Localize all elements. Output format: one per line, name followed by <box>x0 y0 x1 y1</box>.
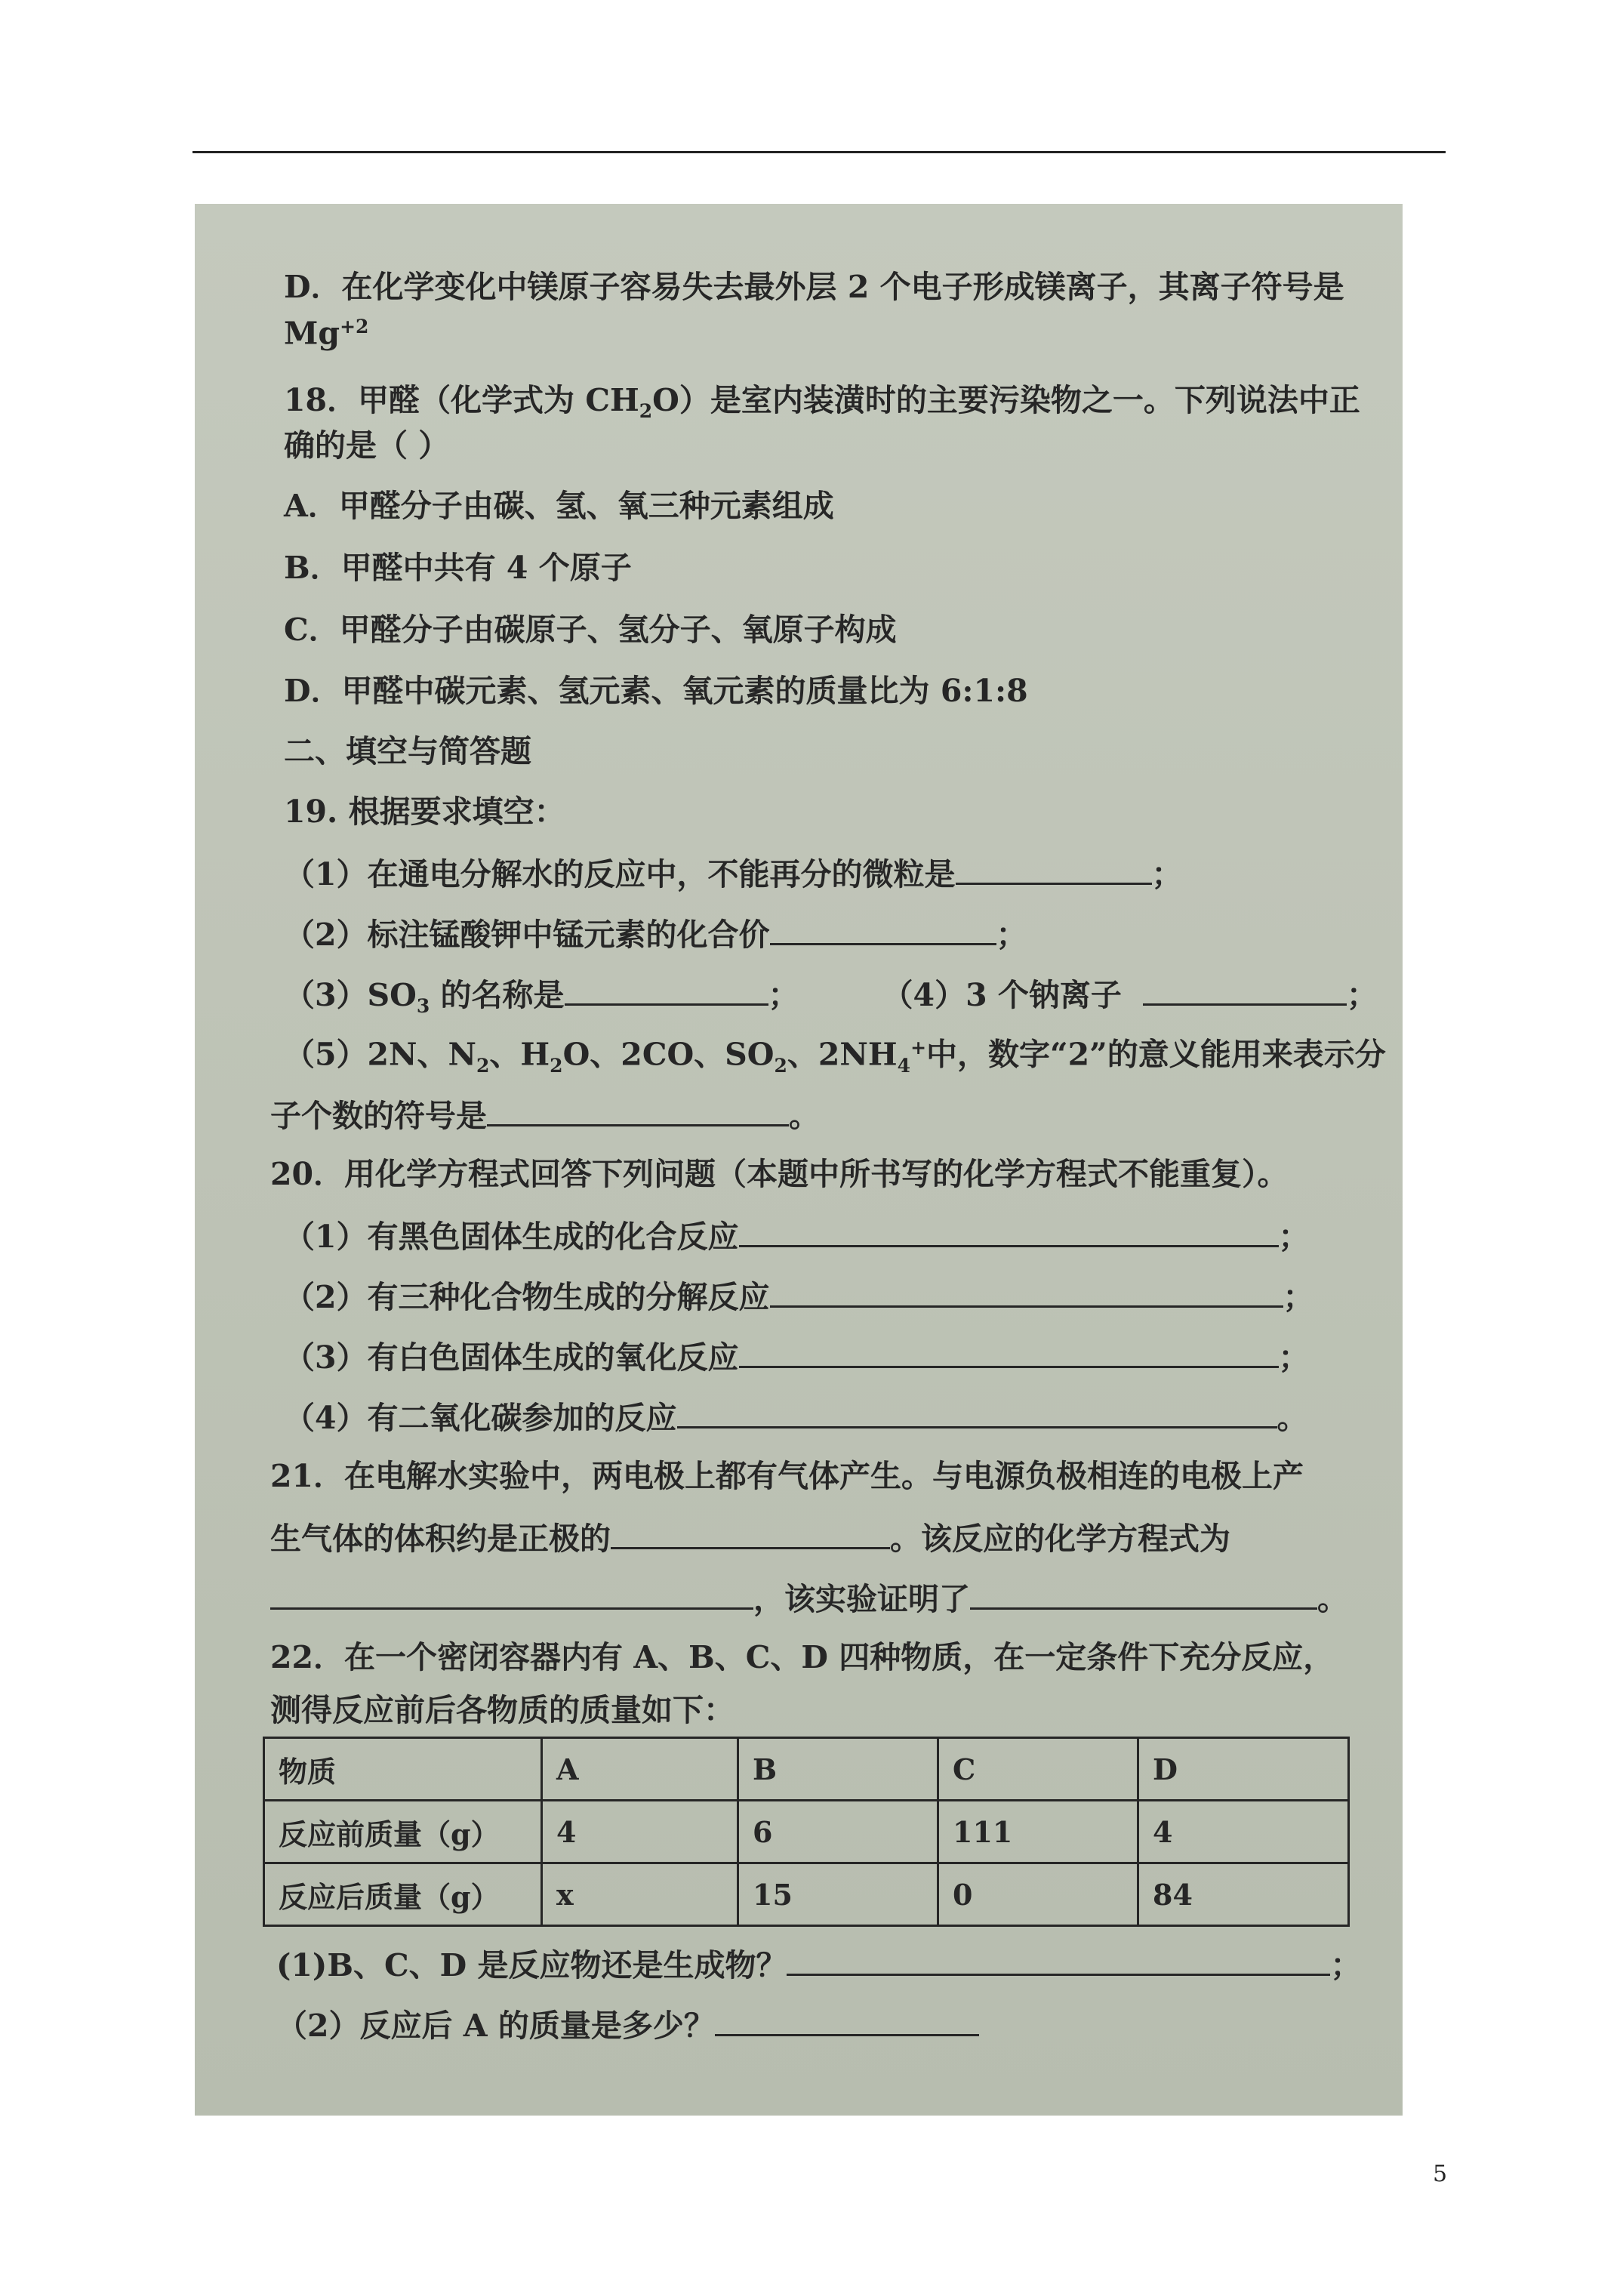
q18-option-c: C．甲醛分子由碳原子、氢分子、氧原子构成 <box>284 612 897 648</box>
q18-option-a: A．甲醛分子由碳、氢、氧三种元素组成 <box>284 488 834 524</box>
answer-blank[interactable] <box>487 1099 789 1126</box>
section-heading: 二、填空与简答题 <box>284 733 531 769</box>
table-cell: 6 <box>738 1801 938 1863</box>
table-cell: B <box>738 1738 938 1801</box>
answer-blank[interactable] <box>787 1948 1330 1976</box>
q19-part2: （2）标注锰酸钾中锰元素的化合价 ； <box>284 917 1027 953</box>
q20-item-3: （3）有白色固体生成的氧化反应 ； <box>284 1339 1310 1376</box>
table-header-row <box>264 1738 1349 1801</box>
table-row <box>264 1863 1349 1926</box>
q20-item-2: （2）有三种化合物生成的分解反应 ； <box>284 1279 1314 1315</box>
q20-item-1: （1）有黑色固体生成的化合反应 ； <box>284 1219 1310 1255</box>
q18-option-d: D．甲醛中碳元素、氢元素、氧元素的质量比为 6:1:8 <box>284 673 1028 709</box>
q17-option-d-symbol: $Mg^{+2}$ <box>284 315 369 352</box>
table-cell: 84 <box>1138 1863 1349 1926</box>
answer-blank[interactable] <box>770 1280 1283 1308</box>
table-cell: C <box>938 1738 1138 1801</box>
q19-part5: （5）2N、$N_2$、$H_2O$、2CO、$SO_2$、$2NH_4^+$中，数字“2”的意义能用来表示分 <box>284 1036 1386 1077</box>
table-cell: 15 <box>738 1863 938 1926</box>
q19-part5-line2: 子个数的符号是 。 <box>270 1098 820 1134</box>
q20-stem: 20．用化学方程式回答下列问题（本题中所书写的化学方程式不能重复）。 <box>270 1156 1289 1192</box>
q19-part3-4: $(3)SO_3$ 的名称是 ； （4）3 个钠离子 ； <box>284 977 1378 1018</box>
table-cell: 反应后质量（g） <box>264 1863 542 1926</box>
answer-blank[interactable] <box>739 1340 1279 1368</box>
q18-option-b: B．甲醛中共有 4 个原子 <box>284 550 632 586</box>
q19-stem: 19. 根据要求填空： <box>284 794 565 830</box>
answer-blank[interactable] <box>1143 978 1347 1006</box>
mass-table <box>263 1737 1350 1927</box>
table-cell: 111 <box>938 1801 1138 1863</box>
q21-line3: ，该实验证明了 。 <box>270 1582 1348 1615</box>
table-cell: 反应前质量（g） <box>264 1801 542 1863</box>
table-cell: 0 <box>938 1863 1138 1926</box>
q17-option-d: D．在化学变化中镁原子容易失去最外层 2 个电子形成镁离子，其离子符号是 <box>284 269 1344 305</box>
answer-blank[interactable] <box>970 1582 1317 1610</box>
header-rule <box>192 151 1446 153</box>
table-cell: 4 <box>542 1801 738 1863</box>
q21-line1: 21．在电解水实验中，两电极上都有气体产生。与电源负极相连的电极上产 <box>270 1458 1304 1494</box>
q21-line2: 生气体的体积约是正极的 。该反应的化学方程式为 <box>270 1521 1230 1557</box>
answer-blank[interactable] <box>270 1582 753 1610</box>
q18-stem: 18．甲醛（化学式为 $CH_2O$）是室内装潢时的主要污染物之一。下列说法中正 <box>284 382 1360 423</box>
answer-blank[interactable] <box>715 2008 979 2036</box>
page-number: 5 <box>1433 2161 1448 2187</box>
table-cell: x <box>542 1863 738 1926</box>
answer-blank[interactable] <box>611 1521 890 1549</box>
q22-line1: 22．在一个密闭容器内有 A、B、C、D 四种物质，在一定条件下充分反应， <box>270 1639 1335 1675</box>
table-cell: 物质 <box>264 1738 542 1801</box>
answer-blank[interactable] <box>677 1401 1277 1428</box>
table-cell: A <box>542 1738 738 1801</box>
answer-blank[interactable] <box>739 1219 1279 1247</box>
answer-blank[interactable] <box>565 978 768 1006</box>
table-cell: 4 <box>1138 1801 1349 1863</box>
answer-blank[interactable] <box>770 917 996 945</box>
q22-line2: 测得反应前后各物质的质量如下： <box>270 1692 735 1728</box>
table-row <box>264 1801 1349 1863</box>
q22-sub1: (1)B、C、D 是反应物还是生成物？ ； <box>276 1947 1362 1983</box>
table-cell: D <box>1138 1738 1349 1801</box>
answer-blank[interactable] <box>956 857 1152 885</box>
q22-sub2: （2）反应后 A 的质量是多少？ <box>276 2008 979 2042</box>
q18-stem-line2: 确的是（ ） <box>284 427 450 464</box>
q20-item-4: （4）有二氧化碳参加的反应 。 <box>284 1400 1308 1436</box>
photographed-page <box>195 204 1403 2116</box>
q19-part1: （1）在通电分解水的反应中，不能再分的微粒是 ； <box>284 856 1183 892</box>
